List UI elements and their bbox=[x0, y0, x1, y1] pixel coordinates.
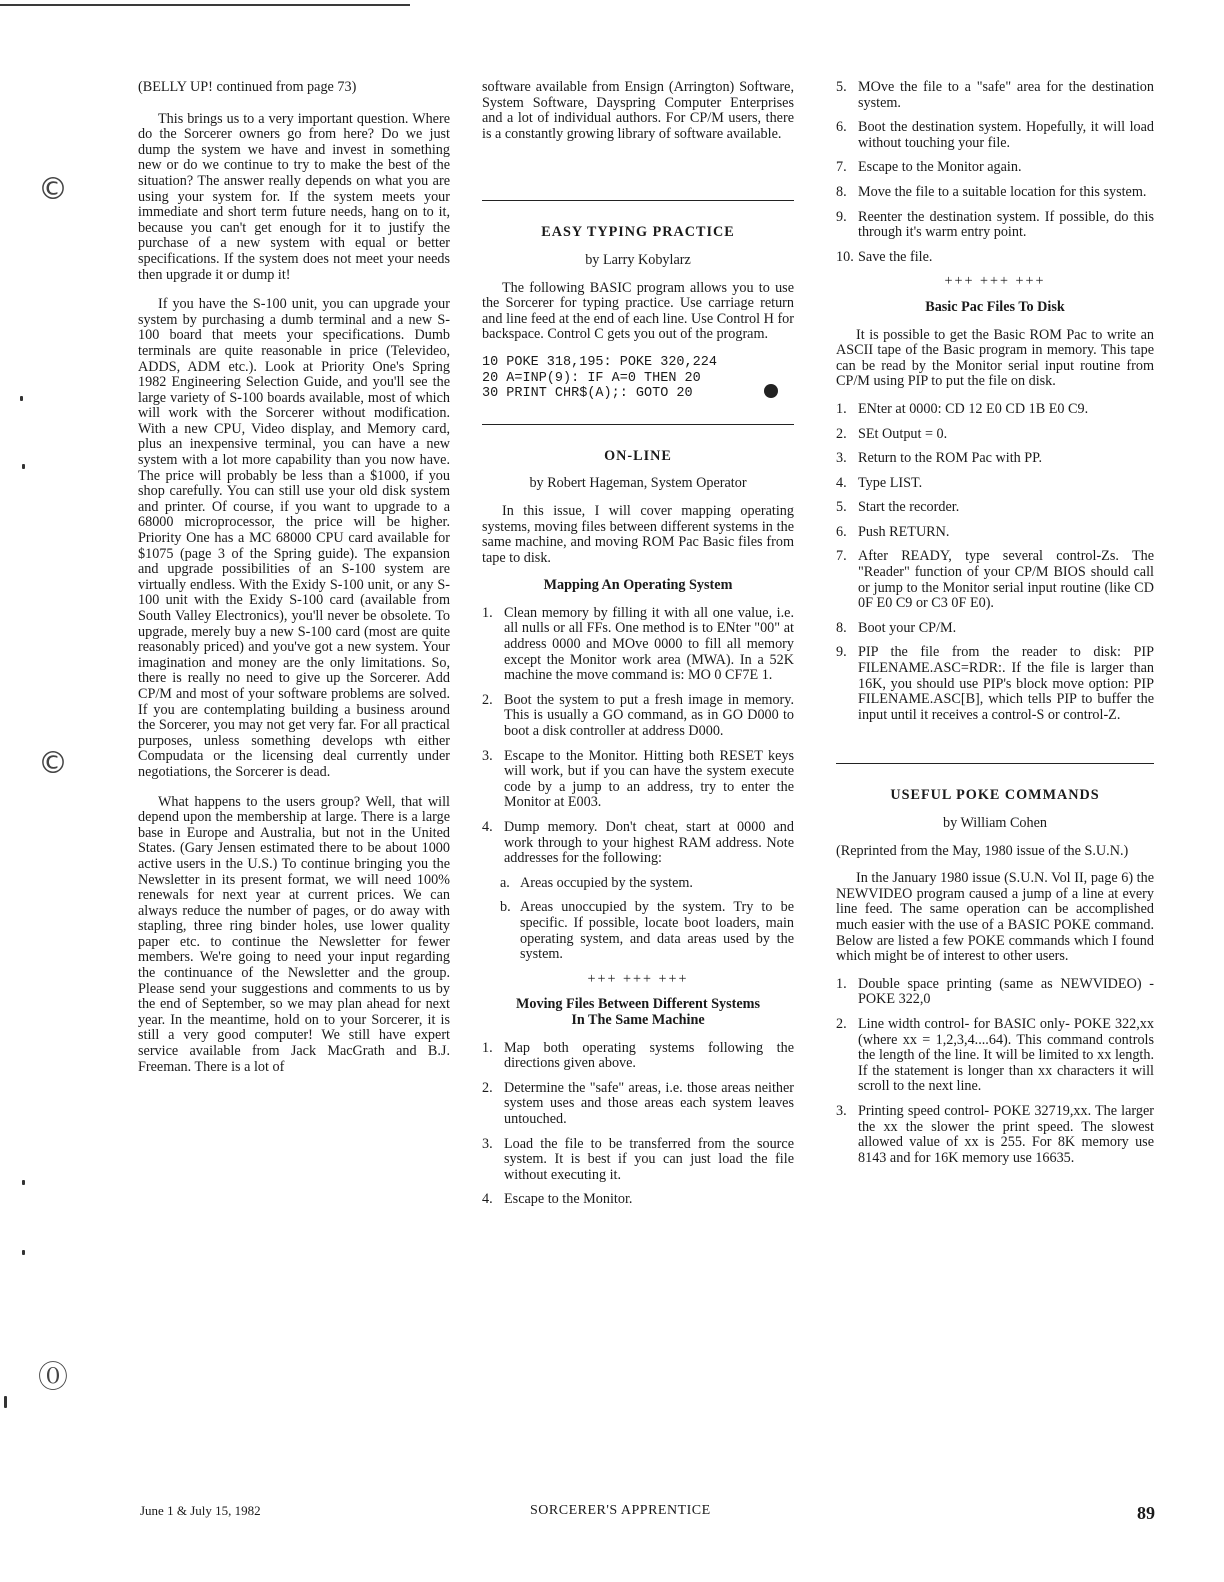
item-text: Line width control- for BASIC only- POKE 322,xx (where xx = 1,2,3,4....64). This command controls the length of the line. It will be limited to xx length. If the statement is longer than xx characters it will scroll to the next line. bbox=[858, 1015, 1154, 1095]
item-text: Save the file. bbox=[858, 248, 933, 265]
item-number: 3. bbox=[836, 1102, 847, 1119]
byline: by William Cohen bbox=[943, 815, 1047, 831]
item-number: 8. bbox=[836, 183, 847, 200]
item-text: Areas unoccupied by the system. Try to be specific. If possible, locate boot loaders, main operating system, and data areas used by the system. bbox=[520, 899, 794, 963]
item-text: Start the recorder. bbox=[858, 499, 960, 516]
item-number: 4. bbox=[836, 474, 847, 491]
item-text: Push RETURN. bbox=[858, 523, 950, 540]
list-subitem bbox=[500, 876, 794, 892]
item-number: 7. bbox=[836, 548, 847, 565]
list-item bbox=[482, 1137, 794, 1184]
item-number: 4. bbox=[482, 1191, 493, 1208]
item-text: ENter at 0000: CD 12 E0 CD 1B E0 C9. bbox=[858, 400, 1089, 417]
list-item bbox=[482, 820, 794, 867]
code-line: 10 POKE 318,195: POKE 320,224 bbox=[482, 354, 717, 370]
item-text: Load the file to be transferred from the source system. It is best if you can just load the file without executing it. bbox=[504, 1135, 794, 1183]
separator: +++ +++ +++ bbox=[587, 970, 689, 987]
binder-mark-1: © bbox=[38, 172, 68, 207]
item-text: Escape to the Monitor again. bbox=[858, 159, 1022, 176]
item-text: PIP the file from the reader to disk: PIP FILENAME.ASC=RDR:. If the file is larger than 16K, you should use PIP's block move option: PIP FILENAME.ASC[B], which tells PIP to buffer the input until it receives a control-S or control-Z. bbox=[858, 644, 1154, 723]
item-text: Map both operating systems following the directions given above. bbox=[504, 1039, 794, 1072]
list-item bbox=[482, 693, 794, 740]
item-number: 2. bbox=[482, 691, 493, 708]
list-item bbox=[482, 1192, 794, 1208]
item-text: After READY, type several control-Zs. The "Reader" function of your CP/M BIOS should call or jump to the Monitor serial input routine (like CD 0F E0 C9 or C3 0F E0). bbox=[858, 548, 1154, 612]
end-mark-icon bbox=[764, 384, 778, 398]
list-item bbox=[836, 977, 1154, 1008]
page-number: 89 bbox=[1137, 1503, 1155, 1523]
item-number: 3. bbox=[836, 450, 847, 467]
item-text: Areas occupied by the system. bbox=[520, 874, 693, 891]
item-number: 5. bbox=[836, 79, 847, 95]
reprint-note: (Reprinted from the May, 1980 issue of the S.U.N.) bbox=[836, 842, 1129, 859]
item-number: 8. bbox=[836, 619, 847, 636]
list-item bbox=[836, 645, 1154, 723]
item-number: 2. bbox=[836, 1015, 847, 1032]
byline: by Larry Kobylarz bbox=[585, 251, 691, 268]
item-number: 1. bbox=[836, 400, 847, 417]
paragraph: What happens to the users group? Well, that will depend upon the membership at large. There is a large base in Europe and Australia, but not in the United States. (Gary Jensen estimated there to be about 1000 active users in the U.S.) To continue bringing you the Newsletter in its present format, we will need 100% renewals for next year at current prices. We can always reduce the number of pages, or do away with stapling, three ring binder holes, use lower quality paper etc. to continue the Newsletter for fewer members. We're going to need your input regarding the continuance of the Newsletter and the group. Please send your suggestions and comments to us by the end of September, so we may plan ahead for next year. In the meantime, hold on to your Sorcerer, it is still a very good computer! We still have expert service available from Jack MacGrath and B.J. Freeman. There is a lot of bbox=[138, 793, 450, 1075]
paragraph: It is possible to get the Basic ROM Pac to write an ASCII tape of the Basic program in memory. This tape can be read by the Monitor serial input routine from CP/M using PIP to put the file on disk. bbox=[836, 326, 1154, 390]
item-text: Double space printing (same as NEWVIDEO) - POKE 322,0 bbox=[858, 975, 1154, 1008]
byline: by Robert Hageman, System Operator bbox=[529, 475, 747, 492]
paragraph: If you have the S-100 unit, you can upgrade your system by purchasing a dumb terminal and a new S-100 board that meets your specifications. Dumb terminals are quite reasonable in price (Televideo, ADDS, ADM etc.). Look at Priority One's Spring 1982 Engineering Selection Guide, and you'll see the large variety of S-100 boards available, most of which will work with the Sorcerer without modification. With a new CPU, Video display, and Memory card, plus an inexpensive terminal, you can have a new system with a lot more capability than you now have. The price will probably be less than a $1000, if you shop carefully. You can still use your old disk system and printer. Of course, if you want to upgrade to a 68000 microprocessor, the price will be higher. Priority One has a MC 68000 CPU card available for $1075 (page 3 of the Spring guide). The expansion and upgrade possibilities of an S-100 system are virtually endless. With the Exidy S-100 unit, or any S-100 unit with the Exidy S-100 card (available from South Valley Electronics), you'll never be obsolete. To upgrade, merely buy a new S-100 card (most are quite reasonably priced) and you've got a new system. Your imagination and money are the only limitations. So, there is really no need to give up the Sorcerer. Add CP/M and most of your software problems are solved. If you are contemplating building a business around the Sorcerer, you may not get very far. For all practical purposes, unless something develops wth either Compudata or the licensing deal currently under negotiations, the Sorcerer is dead. bbox=[138, 296, 450, 780]
list-item bbox=[836, 1017, 1154, 1095]
list-item bbox=[836, 621, 1154, 637]
list-item bbox=[836, 525, 1154, 541]
column-left bbox=[138, 80, 450, 1087]
item-number: 1. bbox=[482, 604, 493, 621]
item-text: Boot the destination system. Hopefully, it will load without touching your file. bbox=[858, 119, 1154, 151]
list-item bbox=[836, 120, 1154, 151]
item-text: Type LIST. bbox=[858, 474, 923, 491]
item-text: Boot the system to put a fresh image in memory. This is usually a GO command, as in GO D000 to boot a disk controller at address D000. bbox=[504, 691, 794, 740]
item-text: Determine the "safe" areas, i.e. those areas neither system uses and those areas each system leaves untouched. bbox=[504, 1079, 794, 1127]
list-item bbox=[836, 210, 1154, 241]
paragraph: This brings us to a very important question. Where do the Sorcerer owners go from here? Do we just dump the system we have and invest in something new or do we continue to try to make the best of the situation? The answer really depends on what you are using your system for. If the system meets your immediate and short term future needs, hang on to it, because you can't get enough for it to justify the purchase of a new system with equal or better specifications. If the system does not meet your needs then upgrade it or dump it! bbox=[138, 110, 450, 283]
separator: +++ +++ +++ bbox=[944, 273, 1046, 290]
list-item bbox=[836, 80, 1154, 111]
item-number: 3. bbox=[482, 747, 493, 764]
list-item bbox=[836, 250, 1154, 266]
list-item bbox=[482, 1081, 794, 1128]
margin-speck bbox=[4, 1396, 7, 1408]
item-text: Dump memory. Don't cheat, start at 0000 and work through to your highest RAM address. Note addresses for the following: bbox=[504, 819, 794, 867]
paragraph: The following BASIC program allows you to use the Sorcerer for typing practice. Use carriage return and line feed at the end of each line. Use Control H for backspace. Control C gets you out of the program. bbox=[482, 279, 794, 343]
item-number: 9. bbox=[836, 208, 847, 225]
article-title-easy-typing: EASY TYPING PRACTICE bbox=[541, 224, 735, 241]
binder-mark-3: ⓪ bbox=[38, 1360, 68, 1395]
item-number: 7. bbox=[836, 159, 847, 176]
item-number: 9. bbox=[836, 644, 847, 661]
list-item bbox=[836, 476, 1154, 492]
item-text: Move the file to a suitable location for this system. bbox=[858, 183, 1147, 200]
section-divider bbox=[836, 763, 1154, 764]
paragraph: software available from Ensign (Arrington) Software, System Software, Dayspring Computer Enterprises and a lot of individual authors. For CP/M users, there is a constantly growing library of software available. bbox=[482, 79, 794, 142]
top-rule bbox=[0, 4, 410, 6]
list-item bbox=[836, 160, 1154, 176]
section-divider bbox=[482, 200, 794, 201]
subheading: Mapping An Operating System bbox=[543, 577, 733, 594]
list-item bbox=[482, 749, 794, 811]
item-text: SEt Output = 0. bbox=[858, 425, 948, 442]
list-item bbox=[836, 451, 1154, 467]
item-text: Escape to the Monitor. bbox=[504, 1191, 633, 1208]
subheading: Moving Files Between Different Systems In The Same Machine bbox=[515, 996, 761, 1028]
article-title-online: ON-LINE bbox=[604, 447, 672, 464]
item-number: b. bbox=[500, 899, 511, 916]
paragraph: In this issue, I will cover mapping operating systems, moving files between different systems in the same machine, and moving ROM Pac Basic files from tape to disk. bbox=[482, 502, 794, 566]
binder-mark-2: © bbox=[38, 746, 68, 781]
code-listing bbox=[482, 355, 794, 402]
list-item bbox=[482, 1041, 794, 1072]
margin-speck bbox=[22, 464, 25, 469]
footer-date: June 1 & July 15, 1982 bbox=[140, 1503, 261, 1518]
item-text: MOve the file to a "safe" area for the destination system. bbox=[858, 79, 1154, 111]
code-line: 20 A=INP(9): IF A=0 THEN 20 bbox=[482, 370, 701, 386]
item-number: 2. bbox=[482, 1079, 493, 1096]
item-text: Clean memory by filling it with all one value, i.e. all nulls or all FFs. One method is to ENter "00" at address 0000 and MOve 0000 to fill all memory except the Monitor work area (MWA). In a 52K machine the move command is: MO 0 CF7E 1. bbox=[504, 604, 794, 684]
item-text: Escape to the Monitor. Hitting both RESET keys will work, but if you can have the system execute code by a jump to an address, try to enter the Monitor at E003. bbox=[504, 747, 794, 811]
item-number: 3. bbox=[482, 1135, 493, 1152]
item-number: 4. bbox=[482, 819, 493, 835]
margin-speck bbox=[22, 1250, 25, 1255]
list-item bbox=[836, 549, 1154, 611]
list-subitem bbox=[500, 900, 794, 962]
section-divider bbox=[482, 424, 794, 425]
list-item bbox=[836, 500, 1154, 516]
margin-speck bbox=[22, 1180, 25, 1185]
item-text: Boot your CP/M. bbox=[858, 619, 957, 636]
subheading: Basic Pac Files To Disk bbox=[925, 298, 1065, 315]
list-item bbox=[836, 402, 1154, 418]
item-number: 6. bbox=[836, 119, 847, 136]
item-number: 5. bbox=[836, 499, 847, 516]
list-item bbox=[836, 427, 1154, 443]
article-title-poke: USEFUL POKE COMMANDS bbox=[890, 787, 1100, 804]
item-number: a. bbox=[500, 874, 510, 891]
column-middle bbox=[482, 80, 794, 1217]
item-number: 1. bbox=[836, 975, 847, 992]
item-number: 1. bbox=[482, 1039, 493, 1056]
margin-speck bbox=[20, 396, 23, 401]
item-number: 6. bbox=[836, 523, 847, 540]
item-text: Printing speed control- POKE 32719,xx. The larger the xx the slower the print speed. The slowest allowed value of xx is 255. For 8K memory use 8143 and for 16K memory use 16635. bbox=[858, 1102, 1154, 1166]
item-number: 10. bbox=[836, 248, 854, 265]
continued-note: (BELLY UP! continued from page 73) bbox=[138, 79, 357, 95]
list-item bbox=[836, 185, 1154, 201]
item-text: Reenter the destination system. If possible, do this through it's warm entry point. bbox=[858, 208, 1154, 241]
footer-publication: SORCERER'S APPRENTICE bbox=[530, 1503, 711, 1518]
paragraph: In the January 1980 issue (S.U.N. Vol II, page 6) the NEWVIDEO program caused a jump of a line at every line feed. The same operation can be accomplished much easier with the use of a BASIC POKE command. Below are listed a few POKE commands which I found which might be of interest to other users. bbox=[836, 870, 1154, 965]
list-item bbox=[482, 606, 794, 684]
list-item bbox=[836, 1104, 1154, 1166]
column-right bbox=[836, 80, 1154, 1175]
code-line: 30 PRINT CHR$(A);: GOTO 20 bbox=[482, 386, 693, 402]
item-text: Return to the ROM Pac with PP. bbox=[858, 450, 1043, 467]
item-number: 2. bbox=[836, 425, 847, 442]
